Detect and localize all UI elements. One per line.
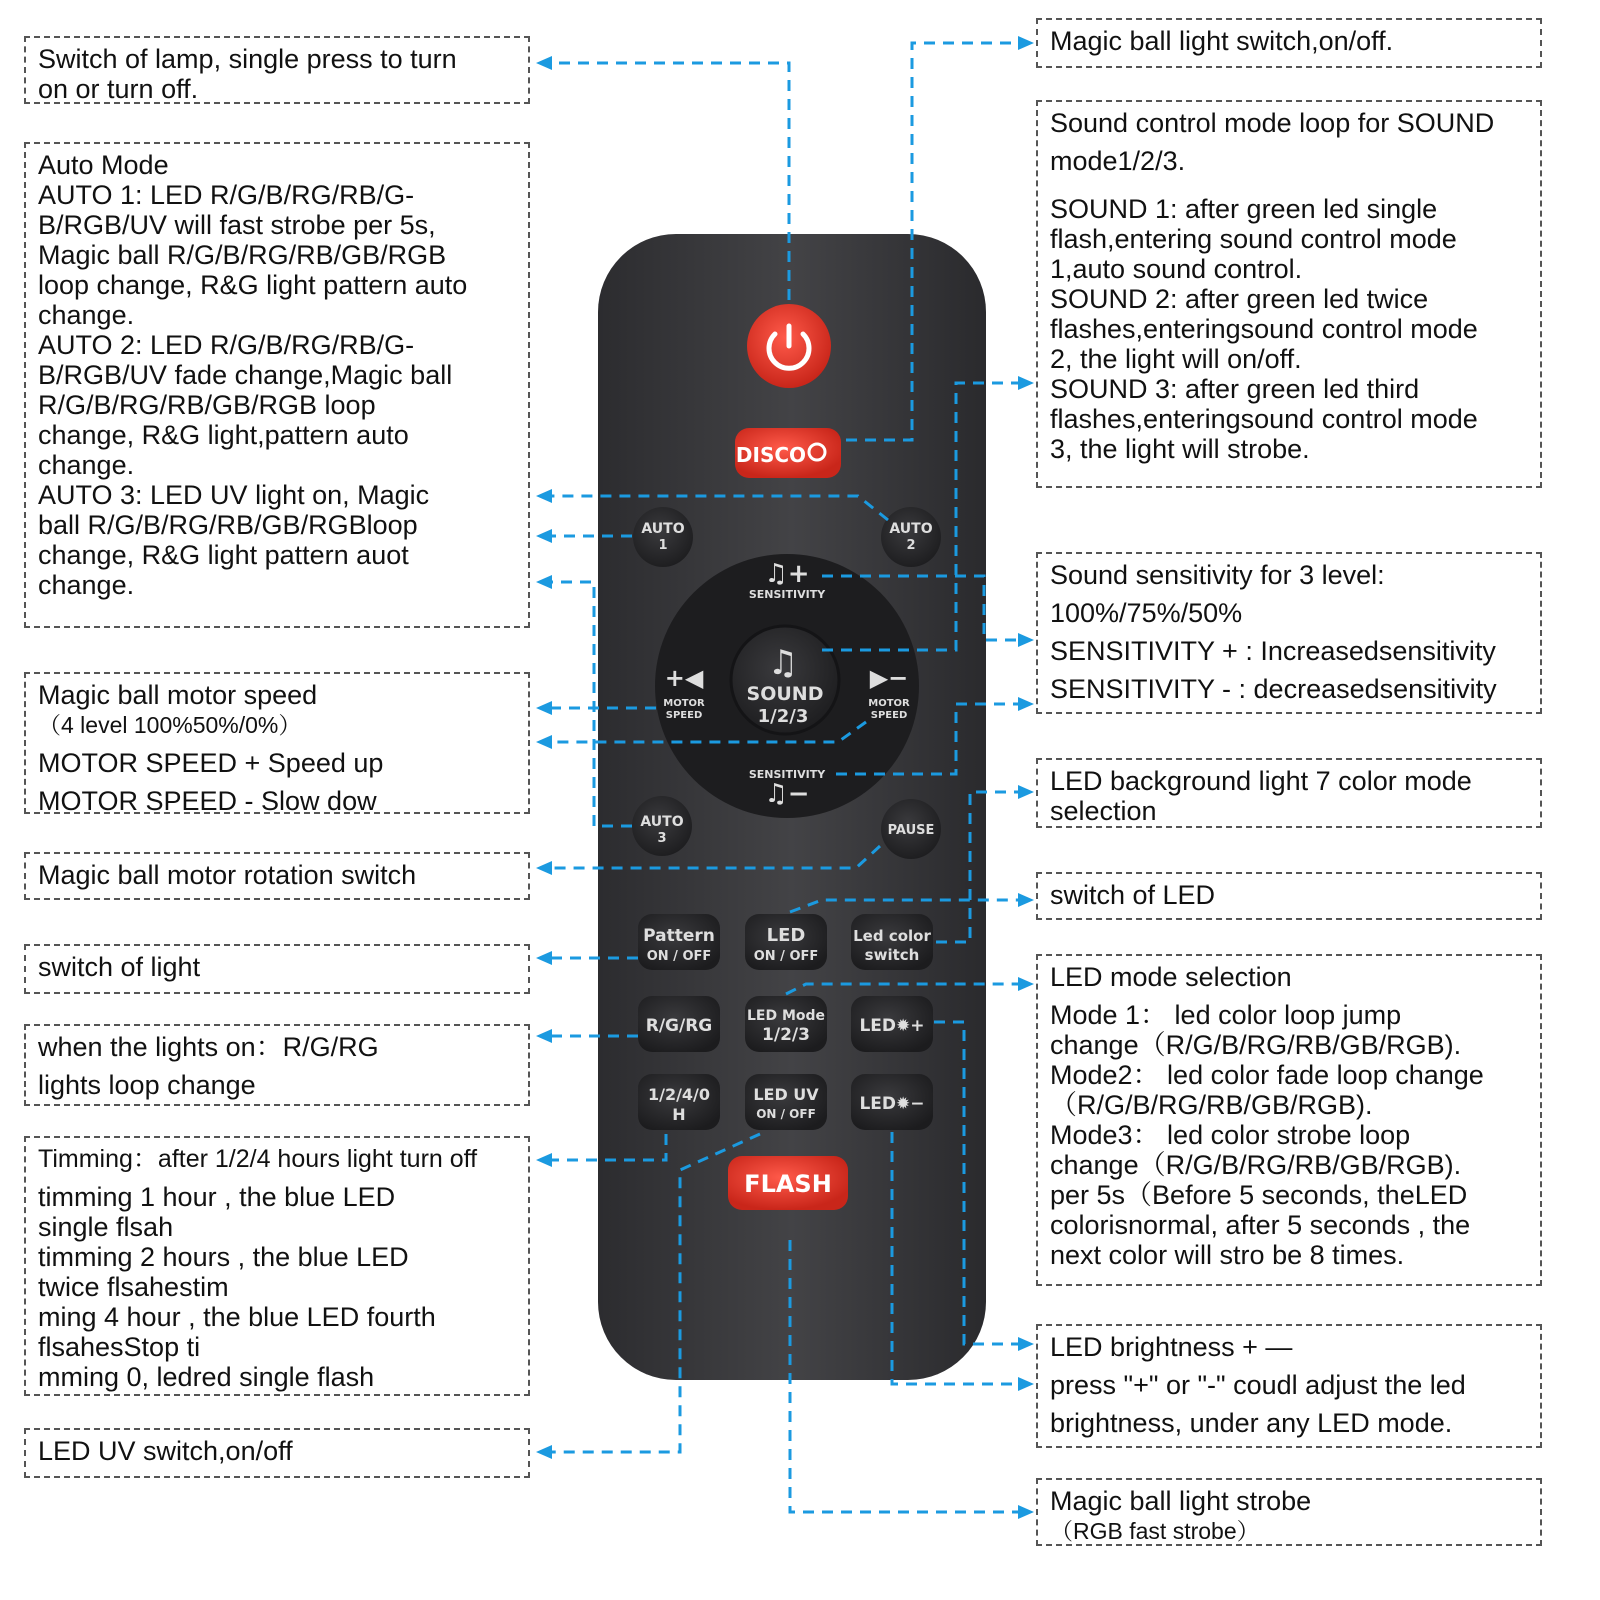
connector-pause xyxy=(548,846,880,868)
connector-flash xyxy=(790,1240,1022,1512)
svg-text:3: 3 xyxy=(657,831,667,846)
brightness-icon: LED✹− xyxy=(859,1094,925,1114)
connector-lamp xyxy=(548,63,789,300)
lamp-switch-note: Switch of lamp, single press to turn on or turn off. xyxy=(24,36,530,104)
connector-brightness-down xyxy=(892,1132,1022,1384)
arrow-left-icon: +◀ xyxy=(664,664,704,692)
led-uv-note: LED UV switch,on/off xyxy=(24,1428,530,1478)
connector-sensitivity-down xyxy=(836,704,1022,774)
svg-text:LED: LED xyxy=(766,925,806,946)
arrow-head xyxy=(536,951,552,965)
led-background-note: LED background light 7 color mode selection xyxy=(1036,758,1542,828)
connector-led-mode xyxy=(786,984,1022,994)
svg-text:switch: switch xyxy=(864,946,920,964)
arrow-right-icon: ▶− xyxy=(869,664,909,692)
svg-text:LED UV: LED UV xyxy=(753,1085,819,1104)
connector-auto3 xyxy=(548,582,632,826)
auto-mode-note: Auto Mode AUTO 1: LED R/G/B/RG/RB/G- B/RGB/UV will fast strobe per 5s, Magic ball R/G/B/RG/RB/GB/RGB loop change, R&G light pattern auto change. AUTO 2: LED R/G/B/RG/RB/G- B/RGB/UV fade change,Magic ball R/G/B/RG/RB/GB/RGB loop change, R&G light,pattern auto change. AUTO 3: LED UV light on, Magic ball R/G/B/RG/RB/GB/RGBloop change, R&G light pattern auot change. xyxy=(24,142,530,628)
svg-text:Pattern: Pattern xyxy=(643,926,715,946)
arrow-head xyxy=(536,1445,552,1459)
connector-led xyxy=(790,900,1022,912)
svg-text:SPEED: SPEED xyxy=(870,710,908,721)
brightness-note: LED brightness + — press "+" or "-" coudl adjust the led brightness, under any LED mode. xyxy=(1036,1324,1542,1448)
connector-sound xyxy=(822,383,1022,650)
svg-text:1/2/3: 1/2/3 xyxy=(762,1025,810,1045)
connector-disco xyxy=(846,43,1022,440)
svg-text:SPEED: SPEED xyxy=(665,710,703,721)
arrow-head xyxy=(536,489,552,503)
arrow-head xyxy=(1018,697,1034,711)
svg-text:SENSITIVITY: SENSITIVITY xyxy=(748,768,826,781)
sound-mode-note: Sound control mode loop for SOUND mode1/2/3. SOUND 1: after green led single flash,entering sound control mode 1,auto sound control. SOUND 2: after green led twice flashes,enteringsound control mode 2, the light will on/off. SOUND 3: after green led third flashes,enteringsound control mode 3, the light will strobe. xyxy=(1036,100,1542,488)
arrow-head xyxy=(536,1029,552,1043)
connector-motor-minus xyxy=(548,722,866,742)
connector-sensitivity-up xyxy=(822,576,1022,640)
timing-note: Timming：after 1/2/4 hours light turn off timming 1 hour , the blue LED single flsah timming 2 hours , the blue LED twice flsahestim ming 4 hour , the blue LED fourth flsahesStop ti mming 0, ledred single flash xyxy=(24,1136,530,1396)
svg-text:PAUSE: PAUSE xyxy=(887,823,935,838)
svg-text:FLASH: FLASH xyxy=(744,1170,832,1198)
disco-label: DISCO xyxy=(735,443,807,467)
svg-text:ON / OFF: ON / OFF xyxy=(646,949,712,964)
svg-text:MOTOR: MOTOR xyxy=(663,698,705,709)
arrow-head xyxy=(1018,376,1034,390)
strobe-note: Magic ball light strobe （RGB fast strobe） xyxy=(1036,1478,1542,1546)
switch-led-note: switch of LED xyxy=(1036,872,1542,920)
svg-text:R/G/RG: R/G/RG xyxy=(645,1016,713,1036)
arrow-head xyxy=(1018,633,1034,647)
arrow-head xyxy=(536,1153,552,1167)
sensitivity-note: Sound sensitivity for 3 level: 100%/75%/50% SENSITIVITY + : Increasedsensitivity SENSITIVITY - : decreasedsensitivity xyxy=(1036,552,1542,714)
connector-timer xyxy=(548,1134,666,1160)
arrow-head xyxy=(536,529,552,543)
motor-speed-note: Magic ball motor speed （4 level 100%50%/0%） MOTOR SPEED + Speed up MOTOR SPEED - Slow dow xyxy=(24,672,530,814)
motor-rotation-note: Magic ball motor rotation switch xyxy=(24,852,530,900)
arrow-head xyxy=(536,735,552,749)
music-note-icon: ♫− xyxy=(764,779,810,809)
arrow-head xyxy=(1018,1337,1034,1351)
magic-ball-switch-note: Magic ball light switch,on/off. xyxy=(1036,18,1542,68)
connector-brightness-up xyxy=(934,1022,1022,1344)
svg-text:2: 2 xyxy=(906,538,916,553)
arrow-head xyxy=(536,56,552,70)
svg-text:1/2/3: 1/2/3 xyxy=(757,706,809,727)
svg-text:AUTO: AUTO xyxy=(889,521,933,537)
arrow-head xyxy=(536,861,552,875)
arrow-head xyxy=(536,575,552,589)
arrow-head xyxy=(1018,785,1034,799)
svg-text:SOUND: SOUND xyxy=(746,683,824,705)
arrow-head xyxy=(536,701,552,715)
svg-text:LED Mode: LED Mode xyxy=(746,1008,826,1024)
brightness-icon: LED✹+ xyxy=(859,1016,925,1036)
connector-led-color xyxy=(936,792,1022,942)
led-mode-note: LED mode selection Mode 1： led color loop jump change（R/G/B/RG/RB/GB/RGB). Mode2： led color fade loop change （R/G/B/RG/RB/GB/RGB). Mode3： led color strobe loop change（R/G/B/RG/RB/GB/RGB). per 5s（Before 5 seconds, theLED colorisnormal, after 5 seconds , the next color will stro be 8 times. xyxy=(1036,954,1542,1286)
arrow-head xyxy=(1018,977,1034,991)
svg-text:1/2/4/0: 1/2/4/0 xyxy=(647,1085,711,1104)
svg-text:H: H xyxy=(672,1105,686,1124)
svg-text:Led color: Led color xyxy=(853,927,931,945)
svg-text:1: 1 xyxy=(658,538,668,553)
svg-text:MOTOR: MOTOR xyxy=(868,698,910,709)
svg-text:ON / OFF: ON / OFF xyxy=(756,1107,816,1121)
rgrg-note: when the lights on：R/G/RG lights loop change xyxy=(24,1024,530,1106)
svg-text:SENSITIVITY: SENSITIVITY xyxy=(748,588,826,601)
connector-auto2 xyxy=(548,496,888,520)
arrow-head xyxy=(1018,1377,1034,1391)
arrow-head xyxy=(1018,893,1034,907)
arrow-head xyxy=(1018,36,1034,50)
music-note-icon: ♫ xyxy=(767,643,799,683)
svg-text:AUTO: AUTO xyxy=(641,521,685,537)
switch-light-note: switch of light xyxy=(24,944,530,994)
connector-led-uv xyxy=(548,1134,760,1452)
music-note-icon: ♫+ xyxy=(764,559,810,589)
svg-text:ON / OFF: ON / OFF xyxy=(753,949,819,964)
arrow-head xyxy=(1018,1505,1034,1519)
svg-text:AUTO: AUTO xyxy=(640,814,684,830)
